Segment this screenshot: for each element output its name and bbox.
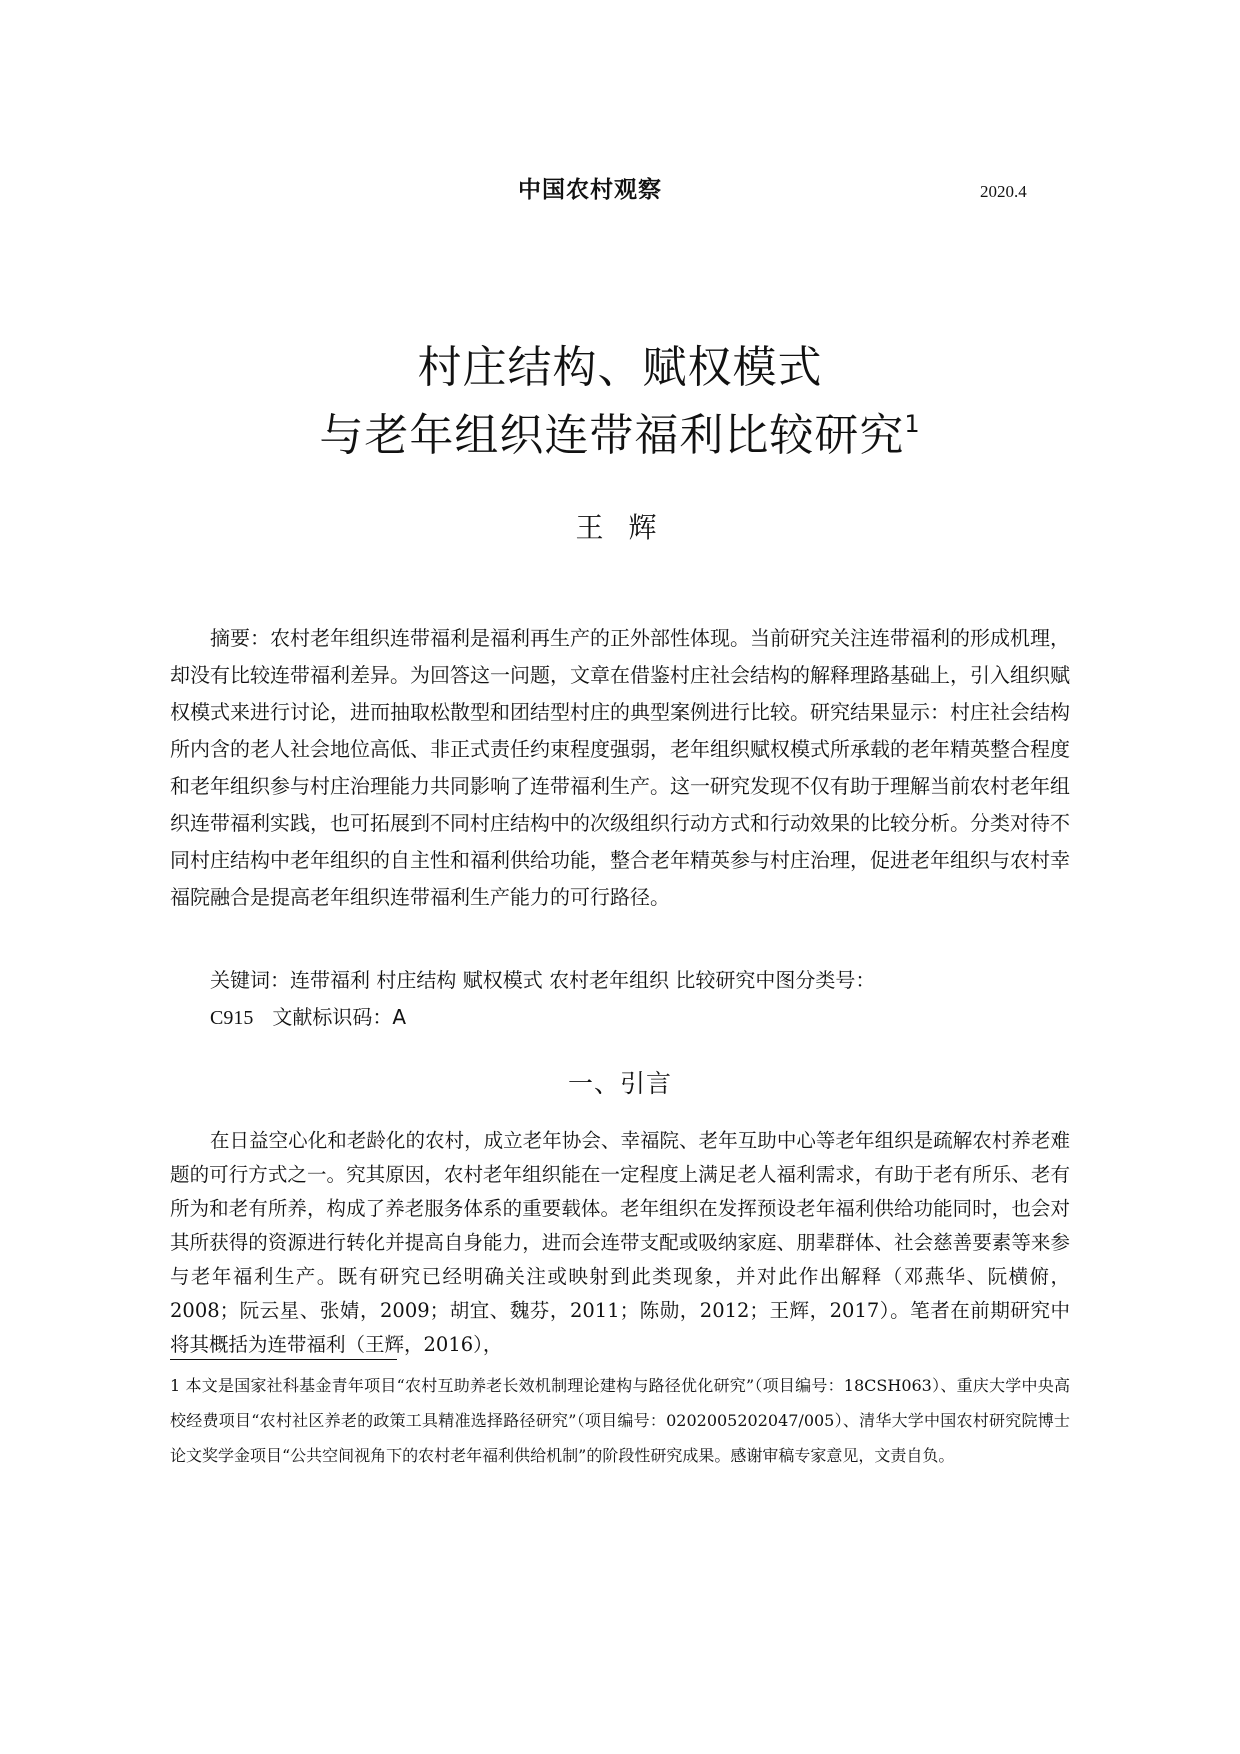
abstract — [170, 620, 1070, 916]
author-name: 王 辉 — [575, 511, 665, 544]
title-line-2-text: 与老年组织连带福利比较研究 — [319, 410, 905, 461]
keywords-line: 关键词：连带福利 村庄结构 赋权模式 农村老年组织 比较研究中图分类号： — [210, 968, 876, 992]
footnote-marker: 1 — [904, 410, 921, 438]
abstract-text: 摘要：农村老年组织连带福利是福利再生产的正外部性体现。当前研究关注连带福利的形成机理，却没有比较连带福利差异。为回答这一问题，文章在借鉴村庄社会结构的解释理路基础上，引入组织赋权模式来进行讨论，进而抽取松散型和团结型村庄的典型案例进行比较。研究结果显示：村庄社会结构所内含的老人社会地位高低、非正式责任约束程度强弱，老年组织赋权模式所承载的老年精英整合程度和老年组织参与村庄治理能力共同影响了连带福利生产。这一研究发现不仅有助于理解当前农村老年组织连带福利实践，也可拓展到不同村庄结构中的次级组织行动方式和行动效果的比较分析。分类对待不同村庄结构中老年组织的自主性和福利供给功能，整合老年精英参与村庄治理，促进老年组织与农村幸福院融合是提高老年组织连带福利生产能力的可行路径。 — [170, 626, 1070, 909]
title-line-1: 村庄结构、赋权模式 — [417, 342, 823, 393]
class-code: C915 — [210, 1007, 254, 1029]
body-paragraph: 在日益空心化和老龄化的农村，成立老年协会、幸福院、老年互助中心等老年组织是疏解农村养老难题的可行方式之一。究其原因，农村老年组织能在一定程度上满足老人福利需求，有助于老有所乐、老有所为和老有所养，构成了养老服务体系的重要载体。老年组织在发挥预设老年福利供给功能同时，也会对其所获得的资源进行转化并提高自身能力，进而会连带支配或吸纳家庭、朋辈群体、社会慈善要素等来参与老年福利生产。既有研究已经明确关注或映射到此类现象，并对此作出解释（邓燕华、阮横俯，2008；阮云星、张婧，2009；胡宜、魏芬，2011；陈勋，2012；王辉，2017）。笔者在前期研究中将其概括为连带福利（王辉，2016）， — [170, 1129, 1070, 1356]
footnote-divider — [170, 1359, 397, 1360]
classification-line — [170, 999, 1070, 1037]
keywords-block — [170, 962, 1070, 1037]
doc-code: 文献标识码：A — [272, 1005, 407, 1029]
body-text — [170, 1124, 1070, 1362]
section-heading: 一、引言 — [567, 1069, 672, 1098]
issue-number: 2020.4 — [980, 182, 1027, 201]
footnote — [170, 1368, 1070, 1473]
journal-name: 中国农村观察 — [518, 177, 662, 203]
title-line-2 — [0, 402, 1240, 470]
article-title — [0, 334, 1240, 470]
footnote-text: 1 本文是国家社科基金青年项目“农村互助养老长效机制理论建构与路径优化研究”（项目编号：18CSH063）、重庆大学中央高校经费项目“农村社区养老的政策工具精准选择路径研究”（项目编号：0202005202047/005）、清华大学中国农村研究院博士论文奖学金项目“公共空间视角下的农村老年福利供给机制”的阶段性研究成果。感谢审稿专家意见，文责自负。 — [170, 1376, 1070, 1465]
